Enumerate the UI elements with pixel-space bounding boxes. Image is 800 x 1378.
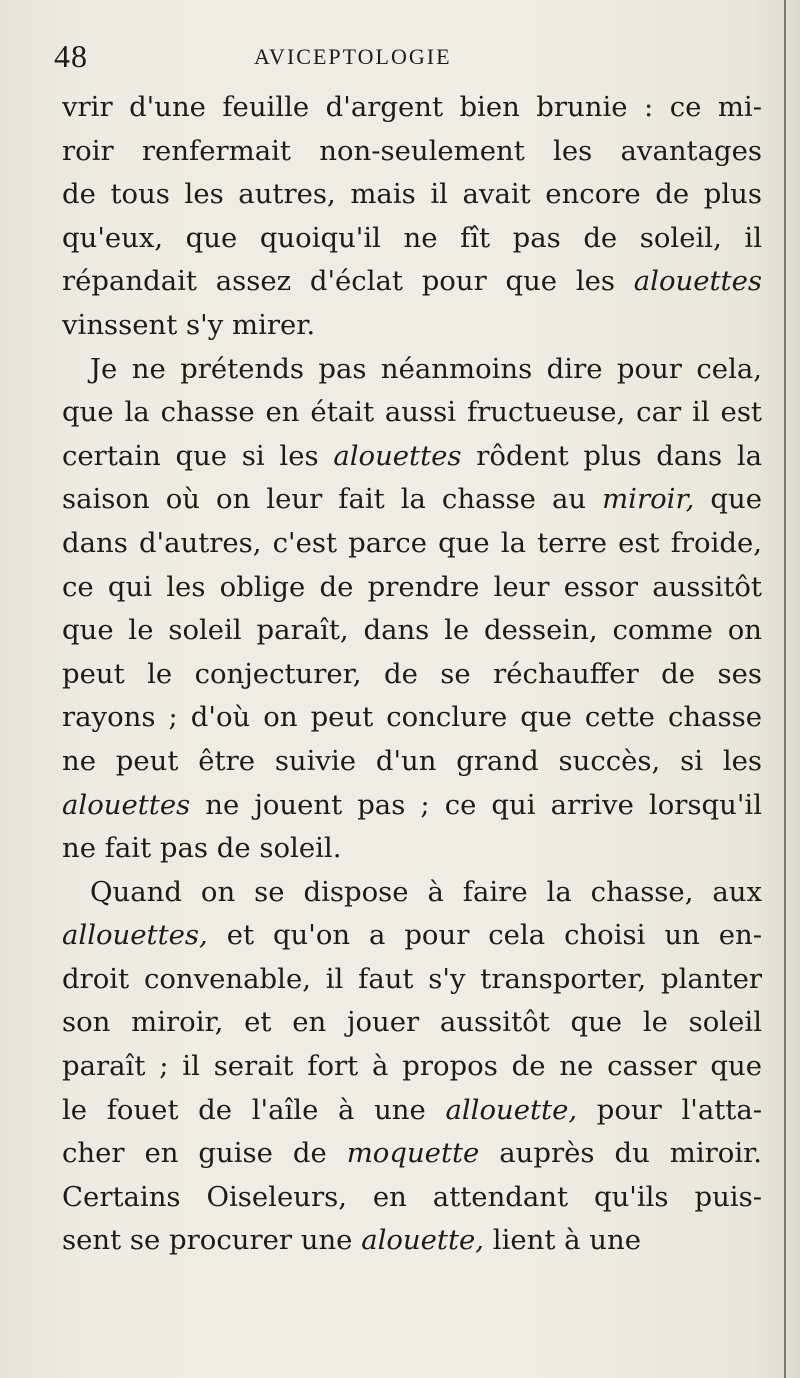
text-segment: lient à une — [484, 1224, 641, 1257]
text-segment: ce qui les oblige de prendre leur essor aussitôt — [62, 570, 762, 603]
italic-word: alouettes — [62, 788, 191, 821]
text-segment: répandait assez d'éclat pour que les — [62, 265, 634, 298]
text-segment: pour l'atta- — [577, 1093, 762, 1126]
italic-word: allouettes, — [62, 919, 208, 952]
text-line — [62, 391, 762, 435]
text-line — [62, 696, 762, 740]
text-line — [62, 914, 762, 958]
text-line — [62, 609, 762, 653]
text-line — [62, 784, 762, 828]
text-line — [62, 173, 762, 217]
text-segment: de tous les autres, mais il avait encore de plus — [62, 178, 762, 211]
italic-word: moquette — [346, 1137, 480, 1170]
text-line — [62, 304, 762, 348]
text-segment: que — [694, 483, 762, 516]
text-segment: rayons ; d'où on peut conclure que cette chasse — [62, 701, 762, 734]
running-title: AVICEPTOLOGIE — [254, 44, 452, 69]
text-segment: auprès du miroir. — [479, 1137, 762, 1170]
text-line — [62, 1001, 762, 1045]
text-segment: vrir d'une feuille d'argent bien brunie : ce mi- — [62, 91, 762, 123]
text-segment: rôdent plus dans la — [461, 439, 762, 472]
text-line — [62, 1132, 762, 1176]
text-line — [62, 435, 762, 479]
text-segment: certain que si les — [62, 439, 334, 472]
text-segment: saison où on leur fait la chasse au — [62, 483, 603, 516]
text-line — [62, 1045, 762, 1089]
text-line — [62, 86, 762, 130]
text-segment: ne jouent pas ; ce qui arrive lorsqu'il — [190, 788, 762, 821]
italic-word: alouette, — [361, 1224, 485, 1257]
text-segment: ne fait pas de soleil. — [62, 832, 342, 865]
text-segment: Je ne prétends pas néanmoins dire pour cela, — [90, 352, 762, 385]
text-line — [62, 653, 762, 697]
text-segment: roir renfermait non-seulement les avantages — [62, 134, 762, 167]
text-segment: que le soleil paraît, dans le dessein, comme on — [62, 614, 762, 647]
text-line — [62, 348, 762, 392]
italic-word: allouette, — [445, 1093, 578, 1126]
text-segment: droit convenable, il faut s'y transporter, planter — [62, 962, 762, 995]
page-number: 48 — [54, 38, 88, 74]
text-segment: que la chasse en était aussi fructueuse, car il est — [62, 396, 762, 429]
page-header — [54, 38, 774, 78]
text-line — [62, 958, 762, 1002]
text-line — [62, 522, 762, 566]
italic-word: alouettes — [633, 265, 762, 298]
text-segment: peut le conjecturer, de se réchauffer de ses — [62, 657, 762, 690]
text-line — [62, 827, 762, 871]
text-line — [62, 740, 762, 784]
text-segment: Certains Oiseleurs, en attendant qu'ils puis- — [62, 1180, 762, 1213]
text-line — [62, 260, 762, 304]
text-segment: paraît ; il serait fort à propos de ne casser que — [62, 1050, 762, 1083]
text-segment: Quand on se dispose à faire la chasse, aux — [90, 875, 762, 908]
italic-word: miroir, — [602, 483, 695, 516]
text-segment: son miroir, et en jouer aussitôt que le soleil — [62, 1006, 762, 1039]
text-segment: qu'eux, que quoiqu'il ne fît pas de soleil, il — [62, 221, 762, 254]
italic-word: alouettes — [333, 439, 462, 472]
text-segment: et qu'on a pour cela choisi un en- — [207, 919, 762, 952]
text-segment: sent se procurer une — [62, 1224, 362, 1257]
text-segment: cher en guise de — [62, 1137, 347, 1170]
text-line — [62, 130, 762, 174]
text-segment: ne peut être suivie d'un grand succès, si les — [62, 744, 762, 777]
text-line — [62, 478, 762, 522]
text-line — [62, 566, 762, 610]
text-line — [62, 217, 762, 261]
text-line — [62, 1089, 762, 1133]
page-edge-line — [784, 0, 786, 1378]
text-body — [62, 86, 762, 1263]
text-line — [62, 871, 762, 915]
text-segment: le fouet de l'aîle à une — [62, 1093, 446, 1126]
text-segment: vinssent s'y mirer. — [62, 308, 316, 341]
text-line — [62, 1176, 762, 1220]
text-segment: dans d'autres, c'est parce que la terre est froide, — [62, 526, 762, 559]
text-line — [62, 1219, 762, 1263]
